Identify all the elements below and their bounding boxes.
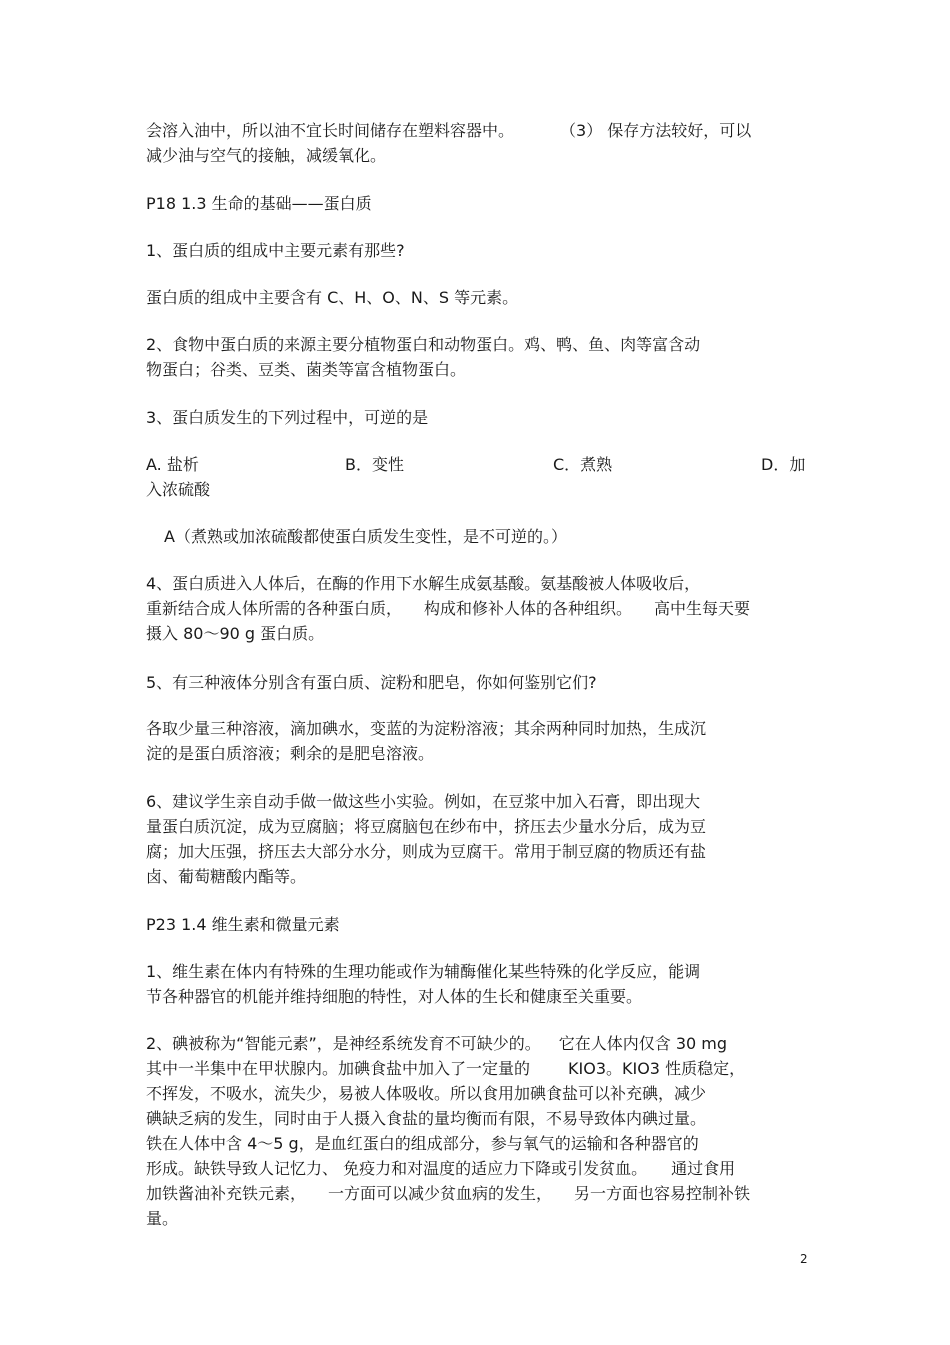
vitamin-paragraph-2-line-3: 不挥发，不吸水，流失少，易被人体吸收。所以食用加碘食盐可以补充碘，减少 [146, 1084, 707, 1103]
question-3: 3、蛋白质发生的下列过程中，可逆的是 [146, 408, 429, 427]
answer-5-line-1: 各取少量三种溶液，滴加碘水，变蓝的为淀粉溶液；其余两种同时加热，生成沉 [146, 719, 707, 738]
paragraph-6-line-2: 量蛋白质沉淀，成为豆腐脑；将豆腐脑包在纱布中，挤压去少量水分后，成为豆 [146, 817, 707, 836]
vitamin-paragraph-2-line-1b: 它在人体内仅含 30 mg [558, 1034, 728, 1053]
choice-a: A. 盐析 [146, 455, 199, 474]
answer-3: A（煮熟或加浓硫酸都使蛋白质发生变性，是不可逆的。） [164, 527, 567, 546]
paragraph-4-line-1: 4、蛋白质进入人体后，在酶的作用下水解生成氨基酸。氨基酸被人体吸收后， [146, 574, 701, 593]
intro-line-1b: （3） 保存方法较好，可以 [560, 121, 752, 140]
section-heading-protein: P18 1.3 生命的基础——蛋白质 [146, 194, 372, 213]
answer-5 [146, 716, 816, 766]
vitamin-paragraph-1 [146, 959, 816, 1009]
choices-row [146, 452, 816, 477]
vitamin-paragraph-2 [146, 1031, 816, 1231]
vitamin-paragraph-2-line-2b: KIO3。KIO3 性质稳定， [568, 1059, 746, 1078]
vitamin-paragraph-2-line-7a: 加铁酱油补充铁元素， [146, 1184, 307, 1203]
question-5: 5、有三种液体分别含有蛋白质、淀粉和肥皂，你如何鉴别它们? [146, 673, 597, 692]
vitamin-paragraph-2-line-1a: 2、碘被称为“智能元素”，是神经系统发育不可缺少的。 [146, 1034, 541, 1053]
vitamin-paragraph-1-line-2: 节各种器官的机能并维持细胞的特性，对人体的生长和健康至关重要。 [146, 987, 643, 1006]
paragraph-4-line-2b: 构成和修补人体的各种组织。 [424, 599, 633, 618]
vitamin-paragraph-2-line-2a: 其中一半集中在甲状腺内。加碘食盐中加入了一定量的 [146, 1059, 531, 1078]
choice-c: C．煮熟 [553, 455, 613, 474]
paragraph-4-line-3: 摄入 80～90 g 蛋白质。 [146, 624, 325, 643]
choice-b: B．变性 [345, 455, 404, 474]
paragraph-2-line-1: 2、食物中蛋白质的来源主要分植物蛋白和动物蛋白。鸡、鸭、鱼、肉等富含动 [146, 335, 701, 354]
question-1: 1、蛋白质的组成中主要元素有那些? [146, 241, 405, 260]
intro-line-2: 减少油与空气的接触，减缓氧化。 [146, 146, 387, 165]
vitamin-paragraph-2-line-7c: 另一方面也容易控制补铁 [574, 1184, 751, 1203]
paragraph-2-line-2: 物蛋白；谷类、豆类、菌类等富含植物蛋白。 [146, 360, 467, 379]
page-number: 2 [800, 1252, 808, 1266]
intro-line-1a: 会溶入油中，所以油不宜长时间储存在塑料容器中。 [146, 121, 515, 140]
section-heading-vitamins: P23 1.4 维生素和微量元素 [146, 915, 340, 934]
vitamin-paragraph-1-line-1: 1、维生素在体内有特殊的生理功能或作为辅酶催化某些特殊的化学反应，能调 [146, 962, 701, 981]
paragraph-6-line-1: 6、建议学生亲自动手做一做这些小实验。例如，在豆浆中加入石膏，即出现大 [146, 792, 701, 811]
answer-5-line-2: 淀的是蛋白质溶液；剩余的是肥皂溶液。 [146, 744, 435, 763]
paragraph-6-line-4: 卤、葡萄糖酸内酯等。 [146, 867, 307, 886]
answer-1: 蛋白质的组成中主要含有 C、H、O、N、S 等元素。 [146, 288, 519, 307]
vitamin-paragraph-2-line-7b: 一方面可以减少贫血病的发生， [328, 1184, 553, 1203]
vitamin-paragraph-2-line-6b: 通过食用 [671, 1159, 736, 1178]
paragraph-4-line-2c: 高中生每天要 [654, 599, 751, 618]
paragraph-6 [146, 789, 816, 889]
paragraph-4-line-2a: 重新结合成人体所需的各种蛋白质， [146, 599, 403, 618]
vitamin-paragraph-2-line-6a: 形成。缺铁导致人记忆力、 免疫力和对温度的适应力下降或引发贫血。 [146, 1159, 648, 1178]
vitamin-paragraph-2-line-4: 碘缺乏病的发生，同时由于人摄入食盐的量均衡而有限，不易导致体内碘过量。 [146, 1109, 707, 1128]
vitamin-paragraph-2-line-5: 铁在人体中含 4～5 g，是血红蛋白的组成部分，参与氧气的运输和各种器官的 [146, 1134, 699, 1153]
vitamin-paragraph-2-line-8: 量。 [146, 1209, 179, 1228]
intro-paragraph [146, 118, 816, 168]
paragraph-6-line-3: 腐；加大压强，挤压去大部分水分，则成为豆腐干。常用于制豆腐的物质还有盐 [146, 842, 707, 861]
choice-d-continued: 入浓硫酸 [146, 480, 211, 499]
choice-d: D．加 [761, 455, 806, 474]
paragraph-2 [146, 332, 816, 382]
paragraph-4 [146, 571, 816, 646]
